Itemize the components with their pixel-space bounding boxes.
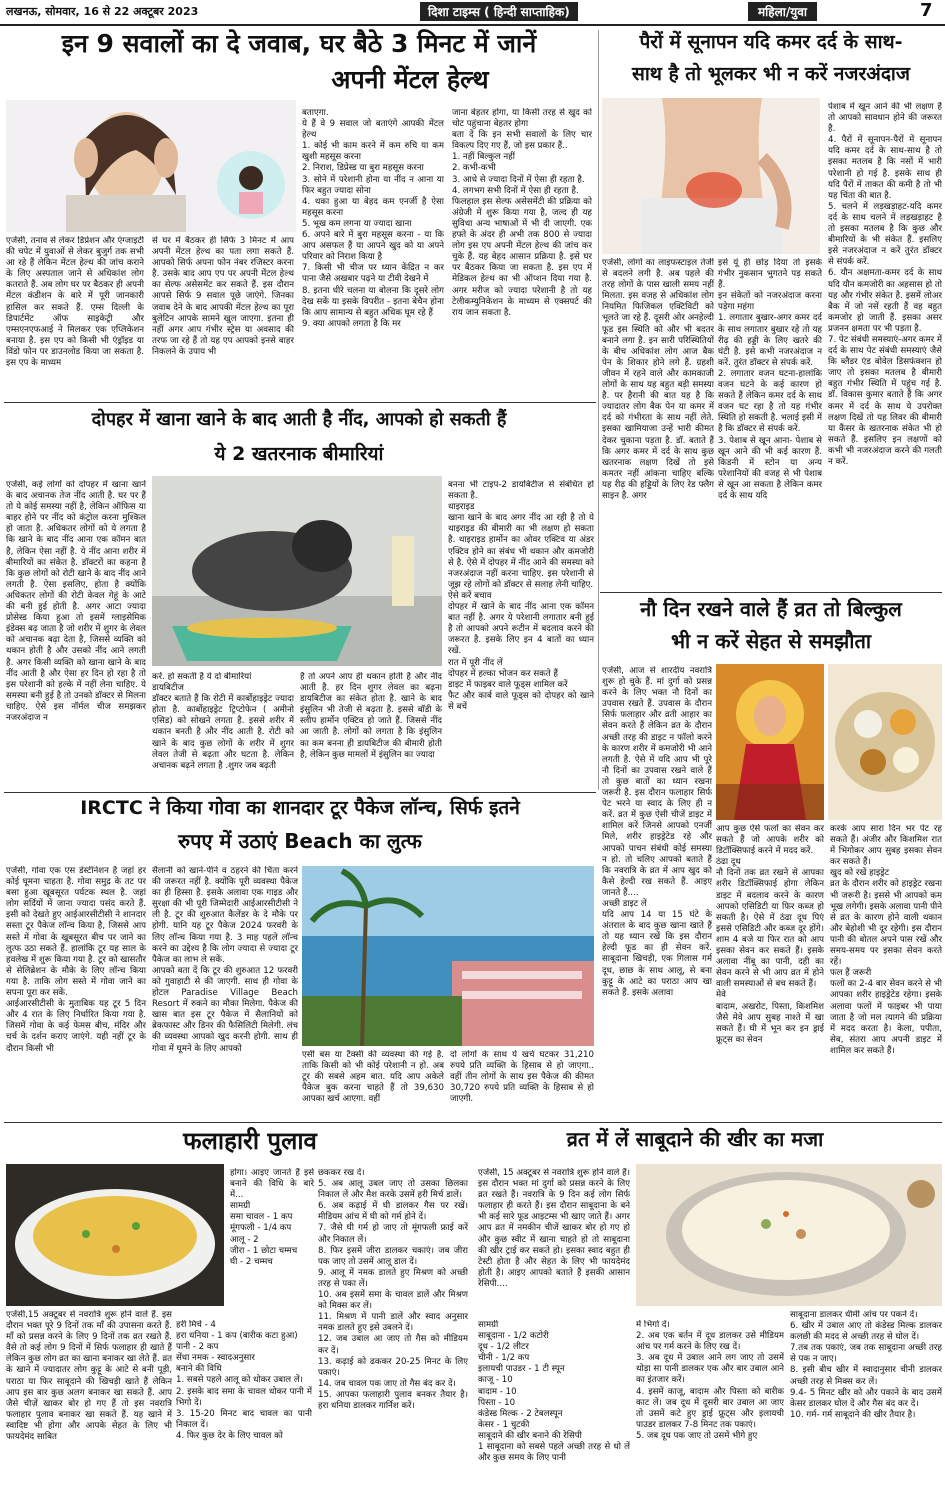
article7-column3: साबूदाना डालकर धीमी आंच पर पकने दें। 6. खीर में उबाल आए तो कंडेस्ड मिल्क डालकर कलछी की मदद से अच्छी तरह से घोल दें। 7.तब तक पकाएं, जब तक साबूदाना अच्छी तरह से पक न जाए। 8. इसी बीच खीर में स्वादानुसार चीनी डालकर अच्छी तरह से मिक्स कर लें। 9.4- 5 मिनट खीर को और पकाने के बाद उसमें केसर डालकर घोल दें और गैस बंद कर दें। 10. गर्म- गर्म साबूदाने की खीर तैयार है।: [790, 1310, 942, 1420]
article7-headline: व्रत में लें साबूदाने की खीर का मजा: [566, 1127, 824, 1151]
article6-column2a: होगा। आइए जानते हैं इसे बनाने की विधि के बारे में... सामग्री समा चावल - 1 कप मूंगफली - 1/4 कप आलू - 2 जीरा - 1 छोटा चम्मच घी - 2 चम्मच: [230, 1168, 314, 1267]
article6-column3: छककर रख दें। 5. अब आलू उबल जाए तो उसका छिलका निकाल लें और मैश करके उसमें हरी मिर्च डालें। 6. अब कढ़ाई में घी डालकर गैस पर रखें। मीडियम आंच में घी को गर्म होने दें। 7. जैसे घी गर्म हो जाए तो मूंगफली फ्राई करें और निकाल लें। 8. फिर इसमें जीरा डालकर चकाएं। जब जीरा पक जाए तो उसमें आलू डाल दें। 9. आलू में नमक डालते हुए मिश्रण को अच्छी तरह से पका लें। 10. अब इसमें समा के चावल डालें और मिश्रण को मिक्स कर लें। 11. मिश्रण में पानी डालें और स्वाद अनुसार नमक डालते हुए इसे उबलने दें। 12. जब उबाल आ जाए तो गैस को मीडियम कर दें। 13. कढ़ाई को ढककर 20-25 मिनट के लिए पकाएं। 14. जब चावल पक जाए तो गैस बंद कर दें। 15. आपका फलाहारी पुलाव बनकर तैयार है। हरा धनिया डालकर गार्निश करें।: [318, 1168, 468, 1411]
section-divider: [4, 1122, 942, 1123]
article7-photo-sabudana-kheer: [636, 1164, 942, 1306]
section-divider: [4, 402, 596, 403]
article1-photo-stressed-woman: [6, 100, 296, 232]
article5-headline-line2: रुपए में उठाएं Beach का लुत्फ: [178, 829, 422, 853]
article5-headline-line1: IRCTC ने किया गोवा का शानदार टूर पैकेज लॉन्च, सिर्फ इतने: [80, 797, 520, 819]
article1-column4: जाना बेहतर होगा, या किसी तरह से खुद को चोट पहुंचाना बेहतर होगा बता दें कि इन सभी सवालों के लिए चार विकल्प दिए गए हैं, जो इस प्रकार हैं.. 1. नहीं बिल्कुल नहीं 2. कभी-कभी 3. आधे से ज्यादा दिनों में ऐसा ही रहता है. 4. लगभग सभी दिनों में ऐसा ही रहता है. फिलहाल इस सेल्फ असेसमेंटी की प्रक्रिया को अंग्रेजी में शुरू किया गया है, जल्द ही यह सुविधा अन्य भाषाओं में भी दी जाएगी. एक हफ्ते के अंदर ही अभी तक 800 से ज्यादा लोग इस एप अपनी मेंटल हेल्थ की जांच कर चुके हैं. यह बेहद आसान प्रक्रिया है. इसे घर पर बैठकर किया जा सकता है. इस एप में मेडिकल हेल्थ का भी ऑप्शन दिया गया है. अगर मरीज को ज्यादा परेशानी है तो यह टेलीकम्युनिकेशन के माध्यम से एक्सपर्ट की राय जान सकता है.: [452, 108, 592, 318]
article4-photo-fasting-thali: [828, 664, 942, 820]
article4-headline-line2: भी न करें सेहत से समझौता: [670, 629, 872, 653]
article5-column1: एजेंसी, गोवा एक एस डेस्टीनेशन है जहां हर कोई घूमना चाहता है. गोवा समुद्र के तट पर बसा हुआ खूबसूरत पर्यटक स्थल है. जहां लोग सर्दियों में जाना ज्यादा पसंद करते हैं. इसी को देखते हुए आईआरसीटीसी ने शानदार सस्ता टूर पैकेज लॉन्च किया है, जिससे आप सस्ते में गोवा के खूबसूरत बीच पर जाने का लुत्फ उठा सकते हैं. हालांकि टूर यह साल के हवलेख में शुरू किया गया है. टूर को खासतौर से सेलिब्रेशन के मौके के लिए लॉन्च किया गया है. ताकि लोग सस्ते में गोवा जाने का सपना पूरा कर सकें. आईआरसीटीसी के मुताबिक यह टूर 5 दिन और 4 रात के लिए निर्धारित किया गया है. जिसमें गोवा के कई फेमस बीच, मंदिर और चर्च के दर्शन कराए जाएंगे. यही नहीं टूर के दौरान किसी भी: [6, 866, 146, 1054]
article4-headline-line1: नौ दिन रखने वाले हैं व्रत तो बिल्कुल: [640, 597, 902, 621]
article7-column2: में भिगो दें। 2. अब एक बर्तन में दूध डालकर उसे मीडियम आंच पर गर्म करने के लिए रख दें। 3. अब दूध में उबाल आने लग जाए तो उसमें थोड़ा सा पानी डालकर एक और बार उबाल आने का इंतजार करें। 4. इसमें काजू, बादाम और पिस्ता को बारीक काट लें। जब दूध में दूसरी बार उबाल आ जाए तो उसमें कटे हुए ड्राई फ्रूट्स और इलायची पाउडर डालकर 7-8 मिनट तक पकाएं। 5. जब दूध पक जाए तो उसमें भीगे हुए: [636, 1320, 784, 1441]
column-divider: [598, 30, 599, 790]
article4-column2: आप कुछ ऐसे फलों का सेवन कर सकते हैं जो आपके शरीर को डिटॉक्सिफाई करने में मदद करें. ठंढा दूध नौ दिनों तक व्रत रखने से आपका शरीर डिटॉक्सिफाई होगा लेकिन डाइट में बदलाव करने के कारण आपको एसिडिटी या फिर कब्ज हो सकती है। ऐसे में ठंढा दूध पिएं इससे एसिडिटी और कब्ज दूर होंगे। शाम 4 बजे या फिर रात को आप इसका सेवन कर सकते हैं। इसके अलावा नींबू का पानी, दही का सेवन करने से भी आप व्रत में होने वाली समस्याओं से बच सकते हैं। मेवे बादाम, अखरोट, पिस्ता, किशमिश जैसे मेवे आप सुबह नाश्ते में खा सकते हैं। घी में भून कर इन ड्राई फ्रूट्स का सेवन: [716, 824, 824, 1045]
article1-column2: से घर में बैठकर ही सिर्फ 3 मिनट में आप अपनी मेंटल हेल्थ का पता लगा सकते हैं. आपको सिर्फ अपना फोन नंबर रजिस्टर करना है. उसके बाद आप एप पर अपनी मेंटल हेल्थ का सेल्फ असेसमेंट कर सकते हैं. इस दौरान आपसे सिर्फ 9 सवाल पूछे जाएंगे. जिनका जवाब देने के बाद आपकी मेंटल हेल्थ का पूरा बुलेटिन आपके सामने खुल जाएगा. इतना ही नहीं अगर आप गंभीर स्ट्रेस या अवसाद की तरफ जा रहे हैं तो यह एप आपको इनसे बाहर निकलने के उपाय भी: [152, 236, 294, 357]
date-line: लखनऊ, सोमवार, 16 से 22 अक्टूबर 2023: [6, 5, 199, 18]
article3-headline-line2: ये 2 खतरनाक बीमारियां: [214, 443, 384, 465]
article1-headline-line2: अपनी मेंटल हेल्थ: [331, 65, 489, 94]
article5-column4: दो लोगों के साथ ये खर्च घटकर 31,210 रुपये प्रति व्यक्ति के हिसाब से हो जाएगा.. वहीं तीन लोगों के साथ इस पैकेज की कीमत 30,720 रुपये प्रति व्यक्ति के हिसाब से हो जाएगी.: [450, 1050, 594, 1105]
article1-column3: बताएगा. ये हैं वे 9 सवाल जो बताएंगे आपकी मेंटल हेल्थ 1. कोई भी काम करने में कम रुचि या कम खुशी महसूस करना 2. निराश, डिप्रेस्ड या बुरा महसूस करना 3. सोने में परेशानी होना या नींद न आना या फिर बहुत ज्यादा सोना 4. थका हुआ या बेहद कम एनर्जी है ऐसा महसूस करना 5. भूख कम लगना या ज्यादा खाना 6. अपने बारे में बुरा महसूस करना - या कि आप असफल हैं या आपने खुद को या अपने परिवार को निराश किया है 7. किसी भी चीज पर ध्यान केंद्रित न कर पाना जैसे अखबार पढ़ने या टीवी देखने में 8. इतना धीरे चलना या बोलना कि दूसरे लोग देख सकें या इसके विपरीत - इतना बेचैन होना कि आप सामान्य से बहुत अधिक घूम रहे हैं 9. क्या आपको लगता है कि मर: [302, 108, 444, 329]
article6-headline: फलाहारी पुलाव: [183, 1127, 317, 1155]
article1-headline-line1: इन 9 सवालों का दे जवाब, घर बैठे 3 मिनट में जानें: [61, 29, 537, 58]
article3-column1: एजेंसी, कई लोगों को दोपहर में खाना खाने के बाद अचानक तेज नींद आती है. घर पर हैं तो ये कोई समस्या नहीं है, लेकिन ऑफिस या बाहर होने पर नींद को कंट्रोल करना मुश्किल हो जाता है. अधिकतर लोगों को ये लगता है कि खाने के बाद नींद आना एक कॉमन बात है, लेकिन ऐसा नहीं है. ये नींद आना शरीर में बीमारियों का संकेत है. डॉक्टरों का कहना है कि कुछ लोगों को रोटी खाने के बाद नींद आने लगती है. ऐसा इसलिए, होता है क्योंकि अधिकतर लोगों की रोटी केवल गेहूं के आटे की बनी हुई होती है. अगर आटा ज्यादा प्रोसेस्ड किया हुआ तो इसमें ग्लाइसेमिक इंडेक्स बढ़ जाता है जो शरीर में शुगर के लेवल को अचानक बढ़ा देता है, जिससे व्यक्ति को थकान होती है और उसको नींद आने लगती है. अगर किसी व्यक्ति को खाना खाने के बाद नींद आती है और ऐसा हर दिन हो रहा है तो इस परेशानी को हल्के में नहीं लेना चाहिए. ये समस्या बनी हुई है तो उनको डॉक्टर से मिलना चाहिए. ऐसे इस नॉर्मल चीज समझकर नजरअंदाज न: [6, 480, 146, 723]
article2-headline-line2: साथ है तो भूलकर भी न करें नजरअंदाज: [632, 63, 910, 85]
article3-column3: है तो अपने आप ही थकान होती है और नींद आती है. हर दिन शुगर लेवल का बढ़ना डायबिटीज का संकेत होता है. खाने के बाद इंसुलिन भी तेजी से बढ़ता है. इससे बॉडी के स्लीप हार्मोन एक्टिव हो जाते हैं. जिससे नींद आ जाती है. लोगों को लगता है कि इंसुलिन का कम बनना ही डायबिटीज की बीमारी होती है, लेकिन कुछ मामलों में इंसुलिन का ज्यादा: [300, 672, 442, 760]
section-label: महिला/युवा: [748, 2, 817, 21]
article5-column3: एसी बस या टैक्सी की व्यवस्था की गई है. ताकि किसी को भी कोई परेशानी न हो. अब टूर की सबसे अहम बात. यदि आप अकेले पैकेज बुक करना चाहते हैं तो 39,630 आपका खर्च आएगा. वहीं: [302, 1050, 444, 1105]
article2-headline-line1: पैरों में सूनापन यदि कमर दर्द के साथ-: [639, 31, 903, 53]
article5-photo-goa-beach-resort: [302, 866, 594, 1046]
article7-column1b: सामग्री साबूदाना - 1/2 कटोरी दूध - 1/2 लीटर चीनी - 1/2 कप इलायची पाउडर - 1 टी स्पून काजू - 10 बादाम - 10 पिस्ता - 10 कंडेस्ड मिल्क - 2 टेबलस्पून केसर - 1 चुटकी साबूदाने की खीर बनाने की रेसिपी 1 साबूदाना को सबसे पहले अच्छी तरह से धो लें और कुछ समय के लिए पानी: [478, 1320, 630, 1464]
article2-photo-back-pain: [602, 98, 820, 254]
article6-photo-pulao: [6, 1164, 224, 1306]
article4-column3: करके आप सारा दिन भर पेट रह सकते हैं। अंजीर और किशमिश रात में भिगोकर आप सुबह इसका सेवन कर सकते हैं। खुद को रखें हाइड्रेट व्रत के दौरान शरीर को हाइड्रेट रखना भी जरूरी है। इससे भी आपको कम भूख लगेगी। इसके अलावा पानी पीने से व्रत के कारण होने वाली थकान और बेहोशी भी दूर रहेगी। इस दौरान पानी की बोतल अपने पास रखें और समय-समय पर इसका सेवन करते रहें। फल हैं जरूरी फलों का 2-4 बार सेवन करने से भी आपका शरीर हाइड्रेटेड रहेगा। इसके अलावा फलों में फाइबर भी पाया जाता है जो मल त्यागने की प्रक्रिया में मदद करता है। केला, पपीता, सेब, संतरा आप अपनी डाइट में शामिल कर सकते हैं।: [830, 824, 942, 1056]
article2-column3: पेशाब में खून आने की भी लक्षण है तो आपको सावधान होने की जरूरत है. 4. पैरों में सूनापन-पैरों में सूनापन यदि कमर दर्द के साथ-साथ है तो इसका मतलब है कि नसों में भारी परेशानी हो गई है. इसके साथ ही यदि पैरों में ताकत की कमी है तो भी यह चिंता की बात है. 5. चलने में लड़खड़ाहट-यदि कमर दर्द के साथ चलने में लड़खड़ाहट है तो इसका मतलब है कि कुछ और बीमारियों के भी संकेत हैं. इसलिए इसे नजरअंदाज न करें तुरंत डॉक्टर से संपर्क करें. 6. यौन अक्षमता-कमर दर्द के साथ यदि यौन कमजोरी का अहसास हो तो यह और गंभीर संकेत है. इसमें लोअर बैक में जो नसें रहती हैं वह बहुत कमजोर हो जाती हैं. इसका असर प्रजनन क्षमता पर भी पड़ता है. 7. पेट संबंधी समस्याएं-अगर कमर में दर्द के साथ पेट संबंधी समस्याएं जैसे कि ब्लैडर एंड बोवेल डिसफंक्शन हो जाए तो इसका मतलब है बीमारी बहुत गंभीर स्थिति में पहुंच गई है. डॉ. विकास कुमार बताते हैं कि अगर कमर में दर्द के साथ ये उपरोक्त लक्षण दिखें तो यह लिवर की बीमारी या कैंसर के खतरनाक संकेत भी हो सकते हैं. इसलिए इन लक्षणों को कभी भी नजरअंदाज करने की गलती न करें.: [828, 102, 942, 467]
article7-column1a: एजेंसी, 15 अक्टूबर से नवरात्रि शुरू होने वाले हैं। इस दौरान भक्त मां दुर्गा को प्रसन्न करने के लिए व्रत रखते हैं। नवरात्रि के 9 दिन कई लोग सिर्फ फलाहार ही करते हैं। इस दौरान साबूदाना के बने भी कई सारे फूड आइटम्स भी खाए जाते हैं। अगर आप व्रत में नमकीन चीजें खाकर बोर हो गए हो और कुछ स्वीट में खाना चाहते हो तो साबूदाना की खीर ट्राई कर सकते हो। इसका स्वाद बहुत ही टेस्टी होता है और सेहत के लिए भी फायदेमंद होती है। आइए आपको बताते हैं इसकी आसान रेसिपी....: [478, 1168, 630, 1289]
section-divider: [4, 792, 596, 793]
page-number: 7: [920, 0, 933, 21]
article4-photo-goddess-durga: [716, 664, 824, 820]
article2-column2: इसे यूं ही छोड़ दिया तो इसके गंभीर नुकसान भुगतने पड़ सकते हैं. इन संकेतों को नजरअंदाज करना पड़ेगा महंगा 1. लगातार बुखार-अगर कमर दर्द के साथ लगातार बुखार रहे तो यह रीढ़ की हड्डी के लिए खतरे की घंटी है. इसे कभी नजरअंदाज न करें. तुरंत डॉक्टर से संपर्क करें. 2. लगातार वजन घटना-हालांकि वजन घटने के कई कारण हो सकते हैं लेकिन कमर दर्द के साथ वजन घट रहा है तो यह गंभीर स्थिति हो सकती है. भलाई इसी में है कि डॉक्टर से संपर्क करें. 3. पेशाब से खून आना- पेशाब से खून आने की भी कई कारण हैं. किडनी में स्टोन या अन्य परेशानियों की वजह से भी पेशाब से खून आ सकता है लेकिन कमर दर्द के साथ यदि: [718, 258, 822, 501]
article1-column1: एजेंसी, तनाव से लेकर डिप्रेशन और एंग्जाइटी की चपेट में युवाओं से लेकर बुजुर्ग तक सभी आ रहे हैं लेकिन मेंटल हेल्थ की जांच कराने के लिए अस्पताल जाने से अधिकांश लोग कतराते हैं. अब लोग घर पर बैठकर ही अपनी मेंटल कंडीशन के बारे में पूरी जानकारी हासिल कर सकते हैं. एम्स दिल्ली के डिपार्टमेंट ऑफ साइकेट्री और एम्सएनएफआई ने मिलकर एक एप्लिकेशन बनाया है. इस एप को किसी भी एंड्रॉइड या विंडो फोन पर डाउनलोड किया जा सकता है. इस एप के माध्यम: [6, 236, 144, 369]
section-divider: [600, 592, 942, 593]
article3-column4: बनना भी टाइप-2 डायबिटीज से संबंधित हो सकता है. थाइराइड खाना खाने के बाद अगर नींद आ रही है तो ये थाइराइड की बीमारी का भी लक्षण हो सकता है. थाइराइड हार्मोन का ओवर एक्टिव या अंडर एक्टिव होने का संबंध भी थकान और कमजोरी से है. ऐसे में दोपहर में नींद आने की समस्या को नजरअंदाज नहीं करना चाहिए. इस परेशानी से जूझ रहे लोगों को डॉक्टर से सलाह लेनी चाहिए. ऐसे करें बचाव दोपहर में खाने के बाद नींद आना एक कॉमन बात नहीं है. अगर ये परेशानी लगातार बनी हुई है तो आपको अपने रूटीन में बदलाव करने की जरूरत है. इसके लिए इन 4 बातों का ध्यान रखें. रात में पूरी नींद लें दोपहर में हल्का भोजन कर सकते हैं डाइट में फाइबर वाले फूड्स शामिल करें फैट और कार्ब वाले फूड्स को दोपहर को खाने से बचें: [448, 480, 594, 712]
article3-column2: करें. हो सकती है ये दो बीमारियां डायबिटीज डॉक्टर बताते हैं कि रोटी में कार्बोहाइड्रेट ज्यादा होता है. कार्बोहाइड्रेट ट्रिप्टोफेन ( अमीनो एसिड) को सोखने लगता है. इससे शरीर में थकान बनती है और नींद आती है. रोटी को खाने के बाद कुछ लोगों के शरीर में शुगर लेवल तेजी से बढ़ता और घटता है. लेकिन अचानक बढ़ने लगता है .शुगर जब बढ़ती: [152, 672, 294, 771]
article3-headline-line1: दोपहर में खाना खाने के बाद आती है नींद, आपको हो सकती हैं: [91, 409, 507, 430]
article5-column2: सैलानी को खाने-पीने व ठहरने की चिंता करने की जरूरत नहीं है. क्योंकि पूरी व्यवस्था पैकेज का ही हिस्सा है. इसके अलावा एक गाइड और सुरक्षा की भी पूरी जिम्मेदारी आईआरसीटीसी ने ली है. टूर की शुरुआत कैलेंडर के दे मौके पर होगी. यानि यह टूर पैकेज 2024 फरवरी के लिए लॉन्च किया गया है. 3 माह पहले लॉन्च करने का उद्देश्य है कि लोग ज्यादा से ज्यादा टूर पैकेज का लाभ ले सकें. आपको बता दें कि टूर की शुरुआत 12 फरवरी को गुवाहाटी से की जाएगी. साथ ही गोवा के होटल Paradise Village Beach Resort में रुकने का मौका मिलेगा. पैकेज की खास बात इस टूर पैकेज में सैलानियों को ब्रेकफास्ट और डिनर की फैसिलिटी मिलेगी. लंच की व्यवस्था आपको खुद करनी होगी. साथ ही गोवा में घूमने के लिए आपको: [152, 866, 298, 1054]
article6-column1: एजेंसी,15 अक्टूबर से नवरात्रि शुरू होने वाले हैं. इस दौरान भक्त पूरे 9 दिनों तक माँ की उपासना करते हैं. माँ को प्रसन्न करने के लिए 9 दिनों तक व्रत रखते हैं. वैसे तो कई लोग 9 दिनों में सिर्फ फलाहार ही खाते हैं लेकिन कुछ लोग व्रत का खाना बनाकर खा लेते हैं. व्रत के खाने में ज्यादातर लोग कुट्टू के आटे से बनी पूड़ी, पराठा या फिर साबूदाने की खिचड़ी खाते हैं लेकिन आप इस बार कुछ अलग बनाकर खा सकते हैं. आप जैसे चीज़ें खाकर बोर हो गए हैं तो इस नवरात्रि फलाहार पुलाव बनाकर खा सकते हैं. यह खाने में स्वादिष्ट भी होगा और आपके सेहत के लिए भी फायदेमंद साबित: [6, 1310, 172, 1443]
paper-name: दिशा टाइम्स ( हिन्दी साप्ताहिक): [420, 2, 578, 21]
article6-column2b: हरी मिर्च - 4 हरा धनिया - 1 कप (बारीक कटा हुआ) पानी - 2 कप सेंधा नमक - स्वादअनुसार बनाने की विधि 1. सबसे पहले आलू को धोकर उबाल लें। 2. इसके बाद समा के चावल धोकर पानी में भिगो दें। 3. 15-20 मिनट बाद चावल का पानी निकाल दें। 4. फिर कुछ देर के लिए चावल को: [176, 1320, 312, 1441]
article2-column1: एजेंसी, लोगों का लाइफस्टाइल तेजी से बदलने लगी है. अब पहले की तरह लोगों के पास खाली समय नहीं मिलता. इस वजह से अधिकांश लोग नियमित फिजिकल एक्टिविटी को भूलते जा रहे हैं. दूसरी ओर अनहेल्दी फूड इस स्थिति को और भी बदतर बनाने लगा है. इन सारी परिस्थितियों के बीच अधिकांश लोग आज बैक पेन के शिकार होने लगे हैं. ग्रहशी जीवन में रहने वाले और कामकाजी लोगों के साथ यह बहुत बड़ी समस्या है. पर हैरानी की बात यह है कि ज्यादातर लोग बैक पेन या कमर में दर्द को गंभीरता के साथ नहीं लेते. इसका खामियाजा उन्हें भारी कीमत देकर चुकाना पड़ता है. डॉ. बताते हैं कि अगर कमर में दर्द के साथ कुछ खतरनाक लक्षण दिखें तो इसे कमतर नहीं आंकना चाहिए बल्कि यह रीढ़ की हड्डियों के लिए रेड फ्लैग साइन है. अगर: [602, 258, 714, 501]
article3-photo-sleeping-man: [152, 476, 442, 666]
article4-column1: एजेंसी, आज से शारदीय नवरात्रि शुरू हो चुके हैं. मां दुर्गा को प्रसन्न करने के लिए भक्त नौ दिनों का उपवास रखते हैं. उपवास के दौरान सिर्फ फलाहार और व्रती आहार का सेवन करते हैं लेकिन व्रत के दौरान अच्छी तरह की डाइट न फॉलो करने के कारण शरीर में कमजोरी भी आने लगती है. ऐसे में यदि आप भी पूरे नौ दिनों का उपवास रखने वाले हैं तो कुछ बातों का ध्यान रखना जरूरी है. इस दौरान फलाहार सिर्फ पेट भरने या स्वाद के लिए ही न करें. व्रत में कुछ ऐसी चीजें डाइट में शामिल करें जिनसे आपको एनर्जी मिले, शरीर हाइड्रेटेड रहे और आपको पाचन संबंधी कोई समस्या न हो. तो चलिए आपको बताते हैं कि नवरात्रि के व्रत में आप खुद को कैसे हेल्दी रख सकते हैं. आइए जानते हैं.... अच्छी डाइट लें यदि आप 14 या 15 घंटे के अंतराल के बाद कुछ खाना खाते हैं तो यह ध्यान रखें कि इस दौरान हेल्दी फूड का ही सेवन करें. साबूदाना खिचड़ी, एक गिलास गर्म दूध, छाछ के साथ आलू, से बना कुट्टू के आटे का पराठा आप खा सकते हैं. इसके अलावा: [602, 666, 712, 998]
